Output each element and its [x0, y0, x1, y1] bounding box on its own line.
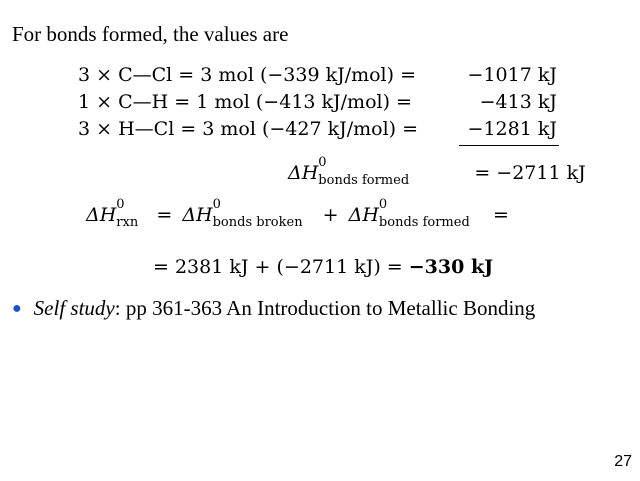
reaction-enthalpy-equation	[86, 197, 509, 230]
subscript: bonds formed	[378, 215, 470, 230]
superscript: 0	[212, 197, 221, 212]
equals-sign: =	[156, 204, 173, 226]
delta-h-symbol: ΔH	[288, 162, 319, 184]
equation-row	[78, 64, 416, 86]
equation-value: −413 kJ	[479, 91, 557, 113]
subscript: rxn	[116, 215, 139, 230]
superscript: 0	[116, 197, 125, 212]
delta-h-symbol: ΔH	[348, 204, 379, 226]
self-study-text: : pp 361-363 An Introduction to Metallic Bonding	[114, 296, 536, 320]
page-number: 27	[614, 453, 632, 470]
self-study-label: Self study	[33, 296, 115, 320]
intro-text: For bonds formed, the values are	[12, 22, 289, 46]
delta-h-symbol: ΔH	[182, 204, 213, 226]
bullet-icon: ●	[12, 300, 22, 317]
subscript: bonds broken	[212, 215, 303, 230]
equation-left: 3 × C—Cl = 3 mol (−339 kJ/mol) =	[78, 64, 417, 86]
result-text: = 2381 kJ + (−2711 kJ) =	[153, 256, 409, 278]
equation-row	[78, 118, 418, 140]
equals-sign: =	[492, 204, 509, 226]
equation-left: 1 × C—H = 1 mol (−413 kJ/mol) =	[78, 91, 412, 113]
equation-left: 3 × H—Cl = 3 mol (−427 kJ/mol) =	[78, 118, 419, 140]
superscript: 0	[378, 197, 388, 212]
result-equation	[153, 256, 493, 278]
sum-rule	[459, 145, 559, 146]
self-study-bullet	[12, 296, 535, 321]
sum-value: = −2711 kJ	[474, 162, 586, 184]
bond-equations	[78, 64, 568, 154]
equation-row	[78, 91, 412, 113]
superscript: 0	[318, 155, 327, 170]
subscript: bonds formed	[318, 173, 410, 188]
plus-sign: +	[322, 204, 339, 226]
delta-h-symbol: ΔH	[86, 204, 117, 226]
bonds-formed-sum	[288, 155, 586, 188]
result-value: −330 kJ	[408, 256, 494, 278]
equation-value: −1017 kJ	[467, 64, 557, 86]
equation-value: −1281 kJ	[467, 118, 557, 140]
